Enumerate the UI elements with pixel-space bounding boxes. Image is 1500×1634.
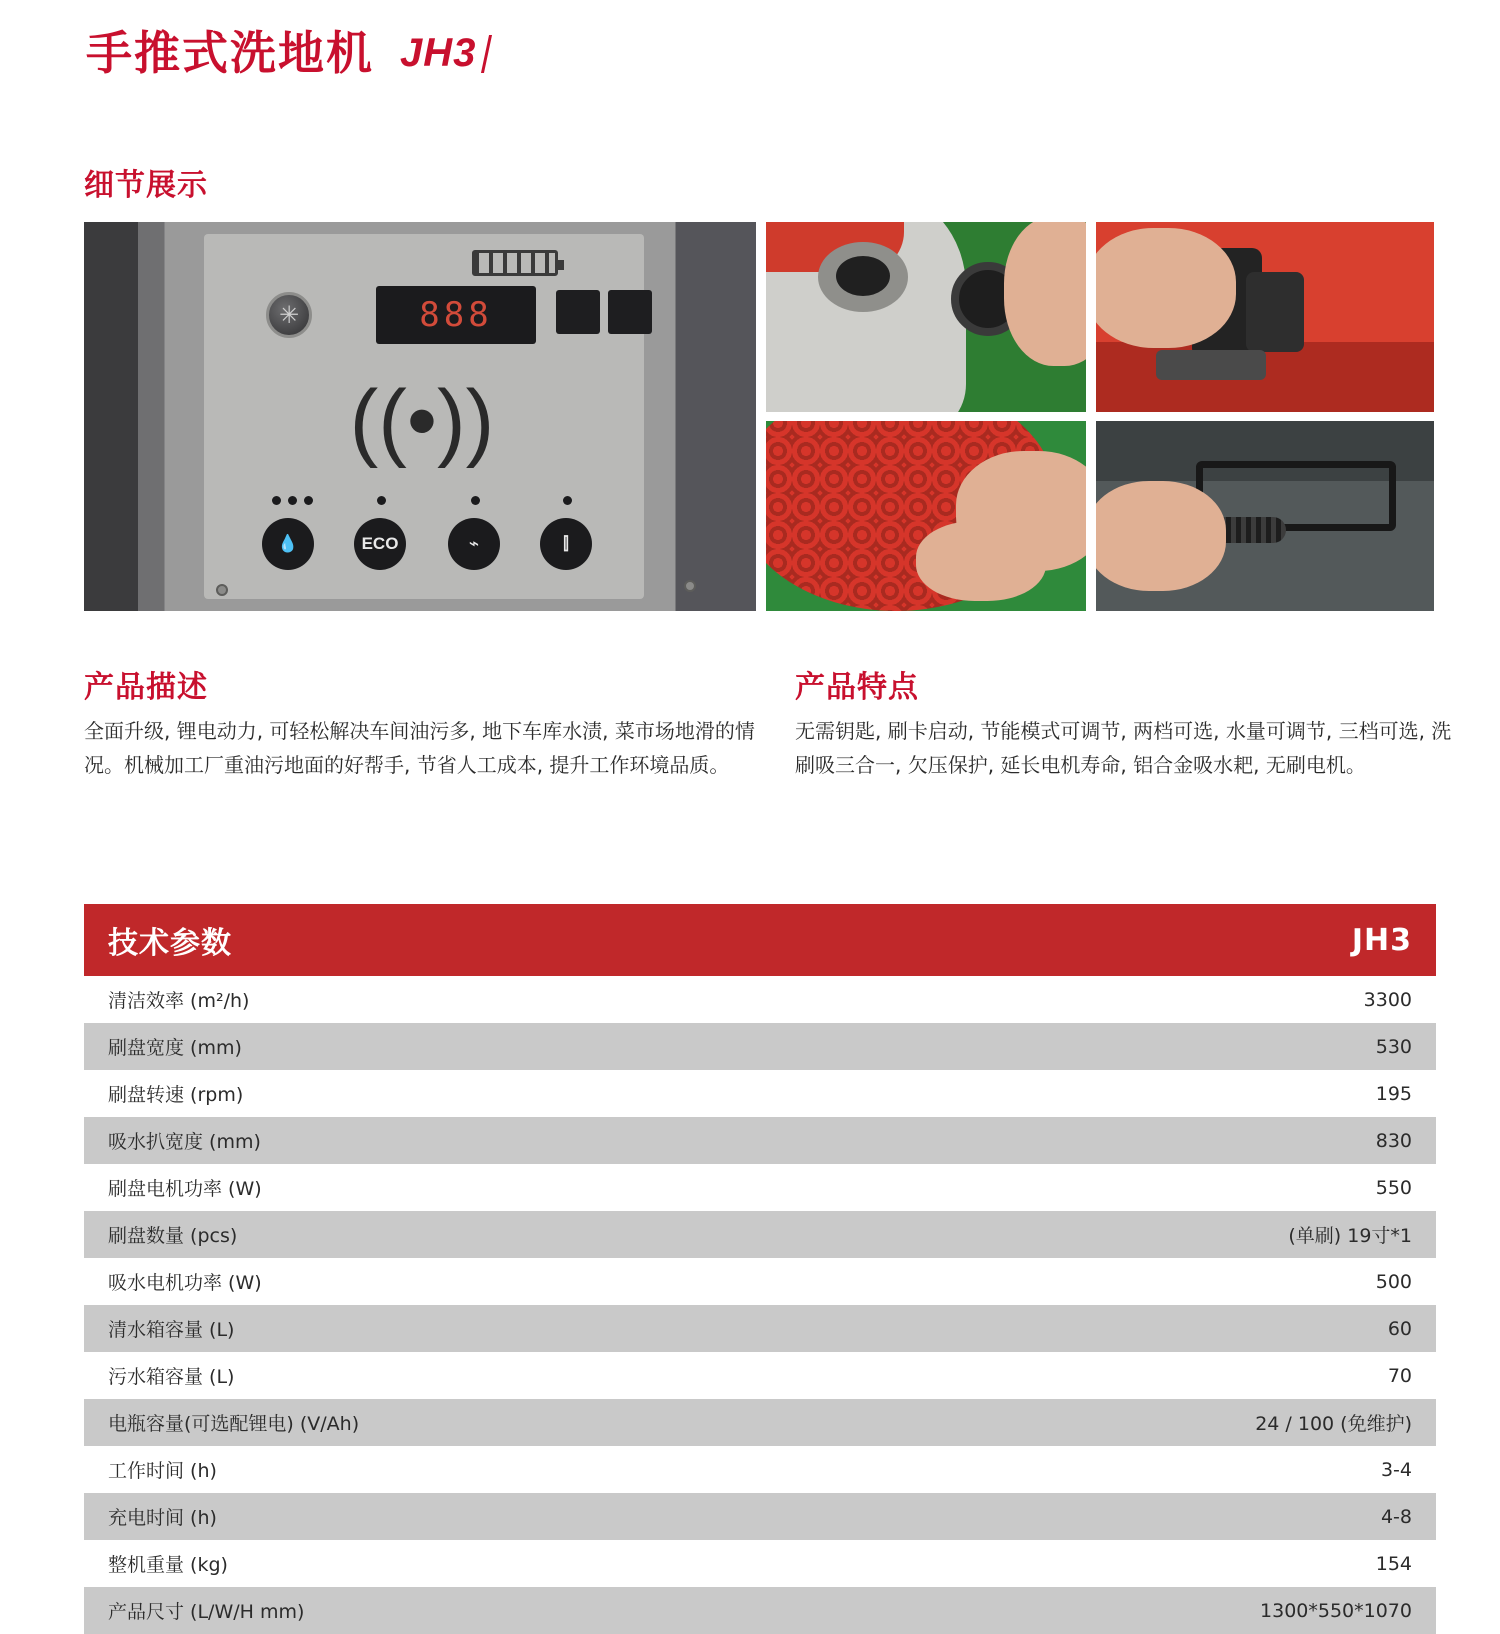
product-title: 手推式洗地机 <box>86 26 374 80</box>
indicator-dot <box>563 496 572 505</box>
spec-table <box>84 904 1436 1634</box>
features-text: 无需钥匙, 刷卡启动, 节能模式可调节, 两档可选, 水量可调节, 三档可选, 洗刷吸三合一, 欠压保护, 延长电机寿命, 铝合金吸水耙, 无刷电机。 <box>795 719 1452 778</box>
gallery-photo-hose <box>1096 421 1434 611</box>
table-row <box>84 1117 1436 1164</box>
table-row <box>84 1399 1436 1446</box>
spec-table-header-row <box>84 904 1436 976</box>
indicator-dot <box>288 496 297 505</box>
rotary-knob-icon <box>266 292 312 338</box>
spec-value-cell: 3300 <box>760 976 1436 1023</box>
table-row <box>84 1587 1436 1634</box>
gallery-photo-brush <box>766 421 1086 611</box>
spec-name-cell: 电瓶容量(可选配锂电) (V/Ah) <box>84 1399 760 1446</box>
panel-display: 888 <box>376 286 536 344</box>
table-row <box>84 976 1436 1023</box>
gallery-main-photo <box>84 222 756 611</box>
spec-value-cell: 3-4 <box>760 1446 1436 1493</box>
spec-value-cell: 4-8 <box>760 1493 1436 1540</box>
spec-value-cell: 1300*550*1070 <box>760 1587 1436 1634</box>
spec-name-cell: 清洁效率 (m²/h) <box>84 976 760 1023</box>
table-row <box>84 1258 1436 1305</box>
spec-name-cell: 整机重量 (kg) <box>84 1540 760 1587</box>
table-row <box>84 1305 1436 1352</box>
vacuum-icon: ⌁ <box>448 518 500 570</box>
photo-gallery <box>84 222 1434 612</box>
spec-name-cell: 吸水电机功率 (W) <box>84 1258 760 1305</box>
water-level-icon <box>556 290 600 334</box>
spec-name-cell: 充电时间 (h) <box>84 1493 760 1540</box>
spec-name-cell: 刷盘转速 (rpm) <box>84 1070 760 1117</box>
table-row <box>84 1446 1436 1493</box>
eco-mode-button: ECO <box>354 518 406 570</box>
indicator-dot <box>272 496 281 505</box>
table-row <box>84 1540 1436 1587</box>
table-row <box>84 1493 1436 1540</box>
spec-name-cell: 工作时间 (h) <box>84 1446 760 1493</box>
spec-name-cell: 刷盘数量 (pcs) <box>84 1211 760 1258</box>
spec-value-cell: 195 <box>760 1070 1436 1117</box>
table-row <box>84 1164 1436 1211</box>
battery-icon <box>472 250 558 276</box>
spec-value-cell: 70 <box>760 1352 1436 1399</box>
spec-value-cell: 550 <box>760 1164 1436 1211</box>
spec-value-cell: 500 <box>760 1258 1436 1305</box>
spec-name-cell: 污水箱容量 (L) <box>84 1352 760 1399</box>
gallery-photo-tank-fill <box>766 222 1086 412</box>
spec-name-cell: 吸水扒宽度 (mm) <box>84 1117 760 1164</box>
features-heading: 产品特点 <box>795 670 919 705</box>
spec-value-cell: 530 <box>760 1023 1436 1070</box>
indicator-dot <box>304 496 313 505</box>
table-row <box>84 1211 1436 1258</box>
indicator-dot <box>471 496 480 505</box>
spec-table-container <box>84 904 1436 1634</box>
spec-value-cell: 154 <box>760 1540 1436 1587</box>
spec-name-cell: 刷盘宽度 (mm) <box>84 1023 760 1070</box>
spec-value-cell: 830 <box>760 1117 1436 1164</box>
table-row <box>84 1352 1436 1399</box>
page-title <box>86 26 488 80</box>
product-model-badge: JH3 <box>400 33 488 73</box>
brush-icon: ⫿ <box>540 518 592 570</box>
indicator-dot <box>377 496 386 505</box>
detergent-icon <box>608 290 652 334</box>
control-panel-face <box>204 234 644 599</box>
spec-table-title: 技术参数 <box>84 904 760 976</box>
detail-section-heading: 细节展示 <box>84 168 208 203</box>
screw-icon <box>684 580 696 592</box>
spec-table-model: JH3 <box>760 904 1436 976</box>
table-row <box>84 1023 1436 1070</box>
water-drop-icon: 💧 <box>262 518 314 570</box>
panel-button-row <box>244 492 624 584</box>
gallery-photo-latch <box>1096 222 1434 412</box>
rfid-signal-icon: ((•)) <box>349 373 495 469</box>
spec-value-cell: 24 / 100 (免维护) <box>760 1399 1436 1446</box>
spec-value-cell: 60 <box>760 1305 1436 1352</box>
table-row <box>84 1070 1436 1117</box>
spec-name-cell: 产品尺寸 (L/W/H mm) <box>84 1587 760 1634</box>
description-heading: 产品描述 <box>84 670 208 705</box>
screw-icon <box>216 584 228 596</box>
spec-value-cell: (单刷) 19寸*1 <box>760 1211 1436 1258</box>
spec-name-cell: 刷盘电机功率 (W) <box>84 1164 760 1211</box>
spec-name-cell: 清水箱容量 (L) <box>84 1305 760 1352</box>
description-text: 全面升级, 锂电动力, 可轻松解决车间油污多, 地下车库水渍, 菜市场地滑的情况。机械加工厂重油污地面的好帮手, 节省人工成本, 提升工作环境品质。 <box>84 719 755 778</box>
